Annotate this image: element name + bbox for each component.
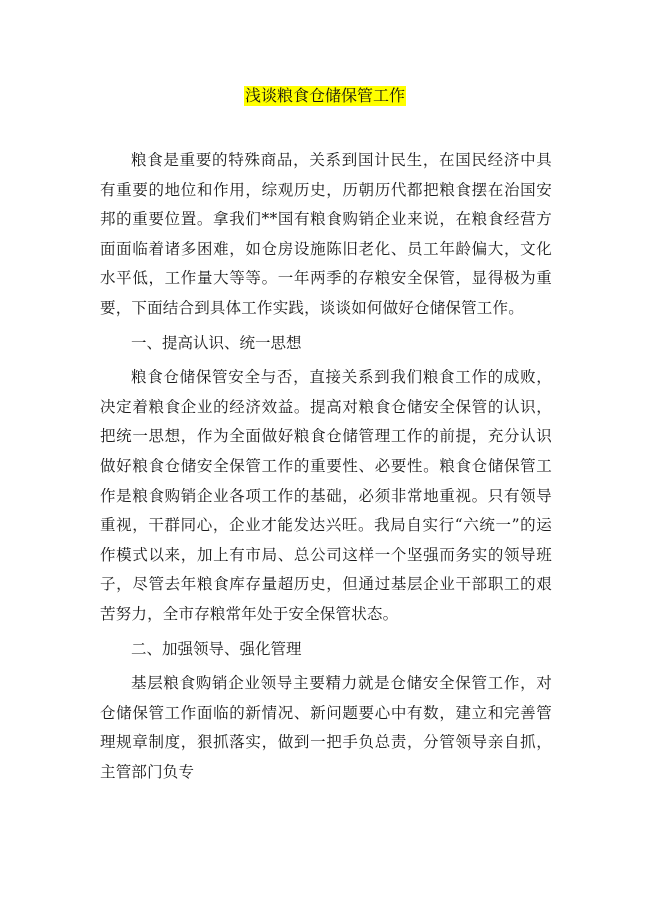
section-heading-2: 二、加强领导、强化管理: [131, 639, 302, 658]
title-container: [0, 86, 650, 106]
document-title: 浅谈粮食仓储保管工作: [244, 86, 405, 105]
intro-paragraph: 粮食是重要的特殊商品，关系到国计民生，在国民经济中具有重要的地位和作用，综观历史，历朝历代都把粮食摆在治国安邦的重要位置。拿我们**国有粮食购销企业来说，在粮食经营方面面临着诸多困难，如仓房设施陈旧老化、员工年龄偏大，文化水平低，工作量大等等。一年两季的存粮安全保管，显得极为重要，下面结合到具体工作实践，谈谈如何做好仓储保管工作。: [100, 151, 552, 317]
document-body: [100, 146, 552, 787]
section-heading-1: 一、提高认识、统一思想: [131, 333, 302, 352]
section-1-paragraph: 粮食仓储保管安全与否，直接关系到我们粮食工作的成败，决定着粮食企业的经济效益。提高对粮食仓储安全保管的认识，把统一思想，作为全面做好粮食仓储管理工作的前提，充分认识做好粮食仓储安全保管工作的重要性、必要性。粮食仓储保管工作是粮食购销企业各项工作的基础，必须非常地重视。只有领导重视，干群同心，企业才能发达兴旺。我局自实行“六统一”的运作模式以来，加上有市局、总公司这样一个坚强而务实的领导班子，尽管去年粮食库存量超历史，但通过基层企业干部职工的艰苦努力，全市存粮常年处于安全保管状态。: [100, 368, 552, 623]
section-2-paragraph: 基层粮食购销企业领导主要精力就是仓储安全保管工作，对仓储保管工作面临的新情况、新问题要心中有数，建立和完善管理规章制度，狠抓落实，做到一把手负总责，分管领导亲自抓，主管部门负专: [100, 674, 552, 781]
